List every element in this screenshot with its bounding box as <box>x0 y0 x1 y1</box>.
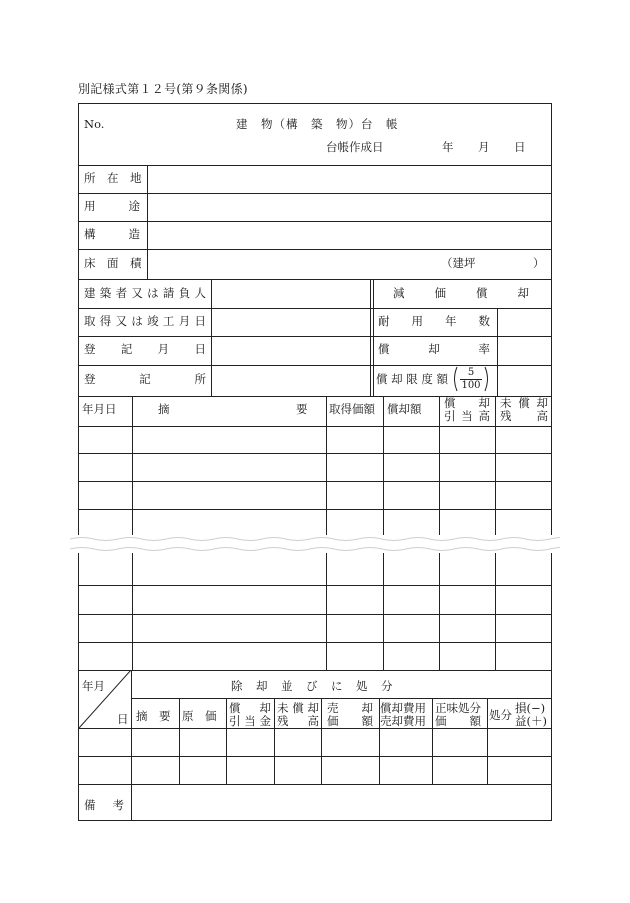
purpose-label: 用 途 <box>84 199 140 213</box>
disp-col-reserve-bottom: 引当金 <box>229 714 271 728</box>
depreciation-title: 減価償却 <box>393 286 529 300</box>
disp-col-reserve-top: 償 却 <box>229 701 271 715</box>
disp-col-gain: 益(＋) <box>515 714 547 728</box>
disp-col-expense-top: 償却費用 <box>380 701 426 715</box>
col-reserve-bottom: 引当高 <box>444 409 490 423</box>
depreciation-limit-label: 償却限度額 <box>376 372 448 386</box>
registry-label: 登記所 <box>84 372 206 386</box>
floor-area-label: 床 面 積 <box>84 256 142 270</box>
disp-col-sale-top: 売 却 <box>327 701 373 715</box>
disposal-year-month: 年月 <box>82 679 105 693</box>
col-undepreciated-top: 未償却 <box>500 396 548 410</box>
ledger-date-label: 台帳作成日 <box>326 140 384 154</box>
day-label: 日 <box>514 140 526 154</box>
builder-label: 建築者又は請負人 <box>84 286 206 300</box>
disp-col-undep-top: 未償却 <box>277 701 319 715</box>
disp-col-expense-bottom: 売却費用 <box>380 714 426 728</box>
disp-col-summary: 摘 要 <box>136 709 171 723</box>
remarks-label: 備 考 <box>84 798 124 812</box>
col-undepreciated-bottom: 残 高 <box>500 409 548 423</box>
col-acquisition-price: 取得価額 <box>329 402 375 416</box>
disp-col-net-bottom: 価 額 <box>435 714 481 728</box>
col-date: 年月日 <box>82 402 117 416</box>
tsubo-label: （建坪 ） <box>441 256 545 270</box>
torn-page-break <box>70 535 560 553</box>
registered-date-label: 登記月日 <box>84 342 206 356</box>
disp-col-sale-bottom: 価 額 <box>327 714 373 728</box>
location-label: 所 在 地 <box>84 171 142 185</box>
no-label: No. <box>84 117 105 131</box>
acquired-date-label: 取得又は竣工月日 <box>84 314 206 328</box>
disposal-day: 日 <box>117 712 129 726</box>
disp-col-undep-bottom: 残 高 <box>277 714 319 728</box>
col-reserve-top: 償 却 <box>444 396 490 410</box>
ledger-title: 建 物（構 築 物）台 帳 <box>236 117 399 131</box>
structure-label: 構 造 <box>84 227 140 241</box>
disp-col-loss: 損(−) <box>515 701 546 715</box>
limit-fraction <box>451 366 491 392</box>
disposal-title: 除 却 並 び に 処 分 <box>231 679 394 693</box>
fraction-numerator: 5 <box>467 367 475 378</box>
col-summary: 摘 要 <box>158 402 308 416</box>
fraction-denominator: 100 <box>461 380 481 391</box>
month-label: 月 <box>478 140 490 154</box>
disp-col-net-top: 正味処分 <box>435 701 481 715</box>
disp-col-disposal: 処分 <box>489 708 512 722</box>
year-label: 年 <box>442 140 454 154</box>
col-depreciation-amount: 償却額 <box>387 402 422 416</box>
form-caption: 別記様式第１２号(第９条関係) <box>78 82 248 96</box>
useful-life-label: 耐用年数 <box>378 314 490 328</box>
depreciation-rate-label: 償却率 <box>378 342 490 356</box>
disp-col-original-cost: 原 価 <box>182 709 217 723</box>
